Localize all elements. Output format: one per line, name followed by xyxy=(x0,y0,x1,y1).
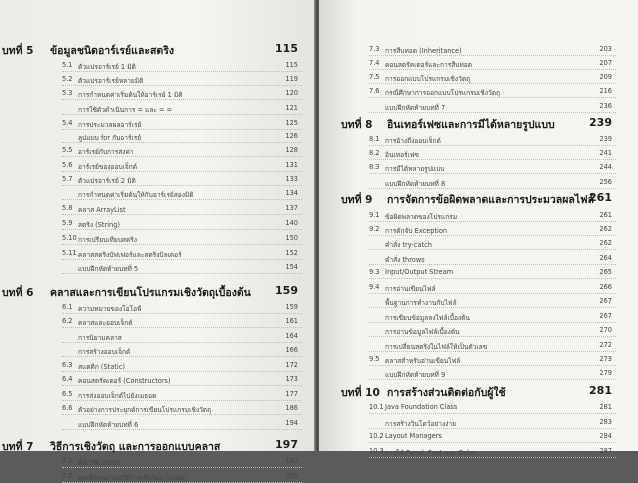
section-number: 10.3 xyxy=(369,447,384,455)
section-title: การออกแบบโปรแกรมเชิงวัตถุ xyxy=(385,75,471,83)
chapter-title: การจัดการข้อผิดพลาดและการประมวลผลไฟล์ xyxy=(387,194,594,206)
section-row xyxy=(0,345,316,357)
section-row xyxy=(319,267,638,279)
section-page-number: 126 xyxy=(285,132,298,140)
section-row xyxy=(319,354,638,366)
section-title: แบบฝึกหัดท้ายบทที่ 9 xyxy=(385,371,446,379)
dotted-leader xyxy=(62,114,302,115)
chapter-page-number: 239 xyxy=(589,116,612,129)
section-row xyxy=(0,131,316,143)
section-title: คุณลักษณะของวิธีการเชิงวัตถุ (class) xyxy=(78,474,187,482)
section-title: คำสั่ง throws xyxy=(385,256,425,264)
section-number: 6.5 xyxy=(62,390,73,398)
section-page-number: 161 xyxy=(285,317,298,325)
section-number: 7.2 xyxy=(62,472,73,480)
dotted-leader xyxy=(369,173,616,174)
dotted-leader xyxy=(369,428,616,429)
dotted-leader xyxy=(62,142,302,143)
chapter-number: บทที่ 9 xyxy=(341,194,373,206)
section-page-number: 137 xyxy=(285,204,298,212)
section-number: 9.5 xyxy=(369,355,380,363)
section-page-number: 134 xyxy=(285,189,298,197)
dotted-leader xyxy=(369,457,616,458)
section-row xyxy=(0,389,316,401)
section-page-number: 207 xyxy=(599,59,612,67)
section-page-number: 154 xyxy=(285,263,298,271)
section-page-number: 209 xyxy=(599,73,612,81)
section-page-number: 197 xyxy=(285,457,298,465)
section-page-number: 177 xyxy=(285,390,298,398)
chapter-row xyxy=(319,386,638,398)
section-page-number: 236 xyxy=(599,102,612,110)
section-row xyxy=(0,403,316,415)
section-number: 7.6 xyxy=(369,87,380,95)
chapter-row xyxy=(319,118,638,130)
section-number: 6.2 xyxy=(62,317,73,325)
section-number: 5.6 xyxy=(62,161,73,169)
section-row xyxy=(319,86,638,98)
section-number: 8.2 xyxy=(369,149,380,157)
section-row xyxy=(0,360,316,372)
section-title: คลาส ArrayList xyxy=(78,206,126,214)
section-page-number: 284 xyxy=(599,432,612,440)
dotted-leader xyxy=(369,413,616,414)
section-page-number: 287 xyxy=(599,447,612,455)
section-row xyxy=(0,174,316,186)
section-page-number: 186 xyxy=(285,404,298,412)
chapter-title: ข้อมูลชนิดอาร์เรย์และสตริง xyxy=(50,45,175,57)
dotted-leader xyxy=(369,249,616,250)
chapter-row xyxy=(319,193,638,205)
section-row xyxy=(0,88,316,100)
section-row xyxy=(0,456,316,468)
section-title: การนิยามคลาส xyxy=(78,334,122,342)
section-row xyxy=(319,238,638,250)
dotted-leader xyxy=(369,379,616,380)
section-page-number: 267 xyxy=(599,297,612,305)
chapter-page-number: 115 xyxy=(275,42,298,55)
section-page-number: 261 xyxy=(599,211,612,219)
section-title: ข้อผิดพลาดของโปรแกรม xyxy=(385,213,458,221)
dotted-leader xyxy=(62,85,302,86)
section-title: Java Foundation Class xyxy=(385,403,458,411)
section-row xyxy=(0,374,316,386)
dotted-leader xyxy=(62,400,302,401)
section-title: การใช้ Panel, Font และ Color xyxy=(385,449,476,457)
dotted-leader xyxy=(62,259,302,260)
section-title: การสร้างออบเจ็กต์ xyxy=(78,348,131,356)
section-page-number: 172 xyxy=(285,361,298,369)
section-page-number: 266 xyxy=(599,283,612,291)
section-page-number: 164 xyxy=(285,332,298,340)
dotted-leader xyxy=(369,159,616,160)
section-row xyxy=(319,340,638,352)
section-title: ความหมายของโอโอพี xyxy=(78,305,142,313)
section-row xyxy=(0,316,316,328)
section-row xyxy=(319,162,638,174)
section-page-number: 267 xyxy=(599,312,612,320)
section-page-number: 264 xyxy=(599,254,612,262)
section-row xyxy=(319,282,638,294)
section-number: 6.6 xyxy=(62,404,73,412)
dotted-leader xyxy=(369,442,616,443)
dotted-leader xyxy=(369,235,616,236)
section-number: 5.4 xyxy=(62,119,73,127)
section-title: คอนสตรัคเตอร์และการสืบทอด xyxy=(385,61,473,69)
right-page xyxy=(319,0,638,457)
section-title: กรณีศึกษาการออกแบบโปรแกรมเชิงวัตถุ xyxy=(385,89,500,97)
section-page-number: 265 xyxy=(599,268,612,276)
section-page-number: 216 xyxy=(599,87,612,95)
section-row xyxy=(0,103,316,115)
section-page-number: 241 xyxy=(599,149,612,157)
section-title: อินเทอร์เฟซ xyxy=(385,151,419,159)
dotted-leader xyxy=(369,221,616,222)
section-title: สแตติก (Static) xyxy=(78,363,125,371)
section-title: การเขียนข้อมูลลงไฟล์เบื้องต้น xyxy=(385,314,470,322)
section-number: 5.7 xyxy=(62,175,73,183)
section-page-number: 203 xyxy=(599,45,612,53)
section-number: 6.3 xyxy=(62,361,73,369)
section-title: พื้นฐานการทำงานกับไฟล์ xyxy=(385,299,457,307)
dotted-leader xyxy=(369,264,616,265)
section-page-number: 262 xyxy=(599,239,612,247)
section-row xyxy=(0,331,316,343)
dotted-leader xyxy=(62,385,302,386)
section-row xyxy=(319,325,638,337)
dotted-leader xyxy=(62,199,302,200)
section-row xyxy=(319,368,638,380)
chapter-number: บทที่ 8 xyxy=(341,119,373,131)
chapter-title: คลาสและการเขียนโปรแกรมเชิงวัตถุเบื้องต้น xyxy=(50,287,251,299)
section-page-number: 283 xyxy=(599,418,612,426)
dotted-leader xyxy=(369,83,616,84)
section-title: การประมวลผลอาร์เรย์ xyxy=(78,121,142,129)
section-row xyxy=(0,471,316,483)
section-title: การส่งออบเจ็กต์ไปยังเมธอด xyxy=(78,392,157,400)
section-row xyxy=(0,203,316,215)
section-title: การอ่านเขียนไฟล์ xyxy=(385,285,436,293)
dotted-leader xyxy=(369,55,616,56)
section-page-number: 279 xyxy=(599,369,612,377)
section-page-number: 239 xyxy=(599,135,612,143)
section-page-number: 166 xyxy=(285,346,298,354)
chapter-page-number: 197 xyxy=(275,438,298,451)
section-row xyxy=(0,218,316,230)
dotted-leader xyxy=(62,467,302,468)
dotted-leader xyxy=(62,129,302,130)
section-page-number: 256 xyxy=(599,178,612,186)
section-page-number: 125 xyxy=(285,119,298,127)
section-title: ตัวอย่างการประยุกต์การเขียนโปรแกรมเชิงวัตถุ xyxy=(78,406,212,414)
section-number: 5.11 xyxy=(62,249,77,257)
dotted-leader xyxy=(369,278,616,279)
chapter-page-number: 261 xyxy=(589,191,612,204)
section-page-number: 140 xyxy=(285,219,298,227)
dotted-leader xyxy=(62,214,302,215)
section-page-number: 281 xyxy=(599,403,612,411)
dotted-leader xyxy=(62,273,302,274)
dotted-leader xyxy=(62,414,302,415)
chapter-title: อินเทอร์เฟซและการมีได้หลายรูปแบบ xyxy=(387,119,555,131)
section-title: การอ้างถึงออบเจ็กต์ xyxy=(385,137,441,145)
left-page xyxy=(0,0,316,482)
dotted-leader xyxy=(369,293,616,294)
section-row xyxy=(0,262,316,274)
section-number: 7.5 xyxy=(369,73,380,81)
section-row xyxy=(0,160,316,172)
chapter-row xyxy=(0,44,316,56)
section-title: คลาสสตริงบัฟเฟอร์และสตริงบิลเดอร์ xyxy=(78,251,182,259)
dotted-leader xyxy=(62,342,302,343)
dotted-leader xyxy=(62,371,302,372)
section-title: การใช้ตัวดำเนินการ = และ = = xyxy=(78,106,173,114)
chapter-page-number: 159 xyxy=(275,284,298,297)
section-number: 6.1 xyxy=(62,303,73,311)
dotted-leader xyxy=(369,97,616,98)
dotted-leader xyxy=(62,313,302,314)
section-title: Input/Output Stream xyxy=(385,268,454,276)
section-number: 8.3 xyxy=(369,163,380,171)
section-title: การดักจับ Exception xyxy=(385,227,448,235)
section-number: 5.8 xyxy=(62,204,73,212)
dotted-leader xyxy=(62,229,302,230)
chapter-title: การสร้างส่วนติดต่อกับผู้ใช้ xyxy=(387,387,506,399)
section-title: ลูปแบบ for กับอาร์เรย์ xyxy=(78,134,142,142)
section-row xyxy=(0,60,316,72)
section-title: แบบฝึกหัดท้ายบทที่ 8 xyxy=(385,180,446,188)
section-title: สตริง (String) xyxy=(78,221,120,229)
section-title: คลาสสำหรับอ่านเขียนไฟล์ xyxy=(385,357,461,365)
section-title: การสร้างวินโดว์อย่างง่าย xyxy=(385,420,456,428)
section-number: 9.2 xyxy=(369,225,380,233)
section-title: Layout Managers xyxy=(385,432,442,440)
dotted-leader xyxy=(62,171,302,172)
section-page-number: 119 xyxy=(285,75,298,83)
section-title: แบบฝึกหัดท้ายบทที่ 6 xyxy=(78,421,139,429)
section-number: 5.10 xyxy=(62,234,77,242)
section-row xyxy=(0,118,316,130)
section-row xyxy=(319,72,638,84)
section-title: อาร์เรย์กับการส่งค่า xyxy=(78,148,134,156)
dotted-leader xyxy=(369,336,616,337)
section-page-number: 273 xyxy=(599,355,612,363)
section-number: 8.1 xyxy=(369,135,380,143)
section-title: คลาสและออบเจ็กต์ xyxy=(78,319,133,327)
section-row xyxy=(0,74,316,86)
section-number: 7.3 xyxy=(369,45,380,53)
section-row xyxy=(319,417,638,429)
section-number: 7.1 xyxy=(62,457,73,465)
section-number: 9.3 xyxy=(369,268,380,276)
chapter-number: บทที่ 6 xyxy=(2,287,34,299)
dotted-leader xyxy=(62,356,302,357)
dotted-leader xyxy=(369,322,616,323)
dotted-leader xyxy=(369,112,616,113)
dotted-leader xyxy=(369,145,616,146)
section-number: 5.5 xyxy=(62,146,73,154)
section-number: 5.1 xyxy=(62,61,73,69)
section-title: อาร์เรย์ของออบเจ็กต์ xyxy=(78,163,138,171)
section-title: แบบฝึกหัดท้ายบทที่ 7 xyxy=(385,104,446,112)
section-number: 9.1 xyxy=(369,211,380,219)
section-row xyxy=(319,58,638,70)
dotted-leader xyxy=(62,429,302,430)
section-title: แบบฝึกหัดท้ายบทที่ 5 xyxy=(78,265,139,273)
section-title: ตัวแปรอาร์เรย์ 1 มิติ xyxy=(78,63,136,71)
chapter-row xyxy=(0,440,316,452)
section-title: การอ่านข้อมูลไฟล์เบื้องต้น xyxy=(385,328,460,336)
section-row xyxy=(319,253,638,265)
section-title: การมีได้หลายรูปแบบ xyxy=(385,165,445,173)
section-number: 5.3 xyxy=(62,89,73,97)
section-row xyxy=(319,402,638,414)
section-title: คำสั่ง try-catch xyxy=(385,241,432,249)
dotted-leader xyxy=(62,71,302,72)
chapter-page-number: 281 xyxy=(589,384,612,397)
section-page-number: 200 xyxy=(285,472,298,480)
dotted-leader xyxy=(62,99,302,100)
section-page-number: 121 xyxy=(285,104,298,112)
section-title: การกำหนดค่าเริ่มต้นให้กับอาร์เรย์สองมิติ xyxy=(78,191,194,199)
dotted-leader xyxy=(62,156,302,157)
dotted-leader xyxy=(62,185,302,186)
section-row xyxy=(319,446,638,458)
section-title: การสืบทอด (Inheritance) xyxy=(385,47,462,55)
section-page-number: 159 xyxy=(285,303,298,311)
section-number: 10.2 xyxy=(369,432,384,440)
dotted-leader xyxy=(369,69,616,70)
section-row xyxy=(319,134,638,146)
section-title: ตัวแปรอาร์เรย์ 2 มิติ xyxy=(78,177,136,185)
section-row xyxy=(319,101,638,113)
section-page-number: 120 xyxy=(285,89,298,97)
section-row xyxy=(0,302,316,314)
section-page-number: 131 xyxy=(285,161,298,169)
section-page-number: 133 xyxy=(285,175,298,183)
chapter-title: วิธีการเชิงวัตถุ และการออกแบบคลาส xyxy=(50,441,221,453)
section-title: ตัวแปรอาร์เรย์หลายมิติ xyxy=(78,77,144,85)
chapter-number: บทที่ 5 xyxy=(2,45,34,57)
section-title: การเปลี่ยนสตริงในไฟล์ให้เป็นตัวเลข xyxy=(385,343,488,351)
section-title: การกำหนดค่าเริ่มต้นให้อาร์เรย์ 1 มิติ xyxy=(78,91,183,99)
section-row xyxy=(0,233,316,245)
section-row xyxy=(0,248,316,260)
section-row xyxy=(319,148,638,160)
section-page-number: 194 xyxy=(285,419,298,427)
dotted-leader xyxy=(369,365,616,366)
section-page-number: 173 xyxy=(285,375,298,383)
section-number: 5.9 xyxy=(62,219,73,227)
section-title: คีย์เวิร์ด static xyxy=(78,459,121,467)
section-row xyxy=(0,145,316,157)
section-row xyxy=(319,44,638,56)
chapter-number: บทที่ 7 xyxy=(2,441,34,453)
dotted-leader xyxy=(62,244,302,245)
section-page-number: 128 xyxy=(285,146,298,154)
section-row xyxy=(319,431,638,443)
section-number: 7.4 xyxy=(369,59,380,67)
section-row xyxy=(0,188,316,200)
chapter-row xyxy=(0,286,316,298)
section-title: คอนสตรัคเตอร์ (Constructors) xyxy=(78,377,171,385)
section-page-number: 152 xyxy=(285,249,298,257)
section-number: 10.1 xyxy=(369,403,384,411)
dotted-leader xyxy=(369,307,616,308)
section-row xyxy=(319,296,638,308)
chapter-number: บทที่ 10 xyxy=(341,387,380,399)
section-number: 9.4 xyxy=(369,283,380,291)
section-page-number: 150 xyxy=(285,234,298,242)
section-page-number: 115 xyxy=(285,61,298,69)
section-row xyxy=(319,210,638,222)
section-title: การเปรียบเทียบสตริง xyxy=(78,236,137,244)
section-number: 6.4 xyxy=(62,375,73,383)
section-row xyxy=(319,224,638,236)
section-row xyxy=(319,311,638,323)
section-page-number: 262 xyxy=(599,225,612,233)
dotted-leader xyxy=(369,351,616,352)
section-row xyxy=(319,177,638,189)
section-page-number: 244 xyxy=(599,163,612,171)
dotted-leader xyxy=(369,188,616,189)
section-page-number: 270 xyxy=(599,326,612,334)
section-page-number: 272 xyxy=(599,341,612,349)
dotted-leader xyxy=(62,327,302,328)
section-row xyxy=(0,418,316,430)
section-number: 5.2 xyxy=(62,75,73,83)
